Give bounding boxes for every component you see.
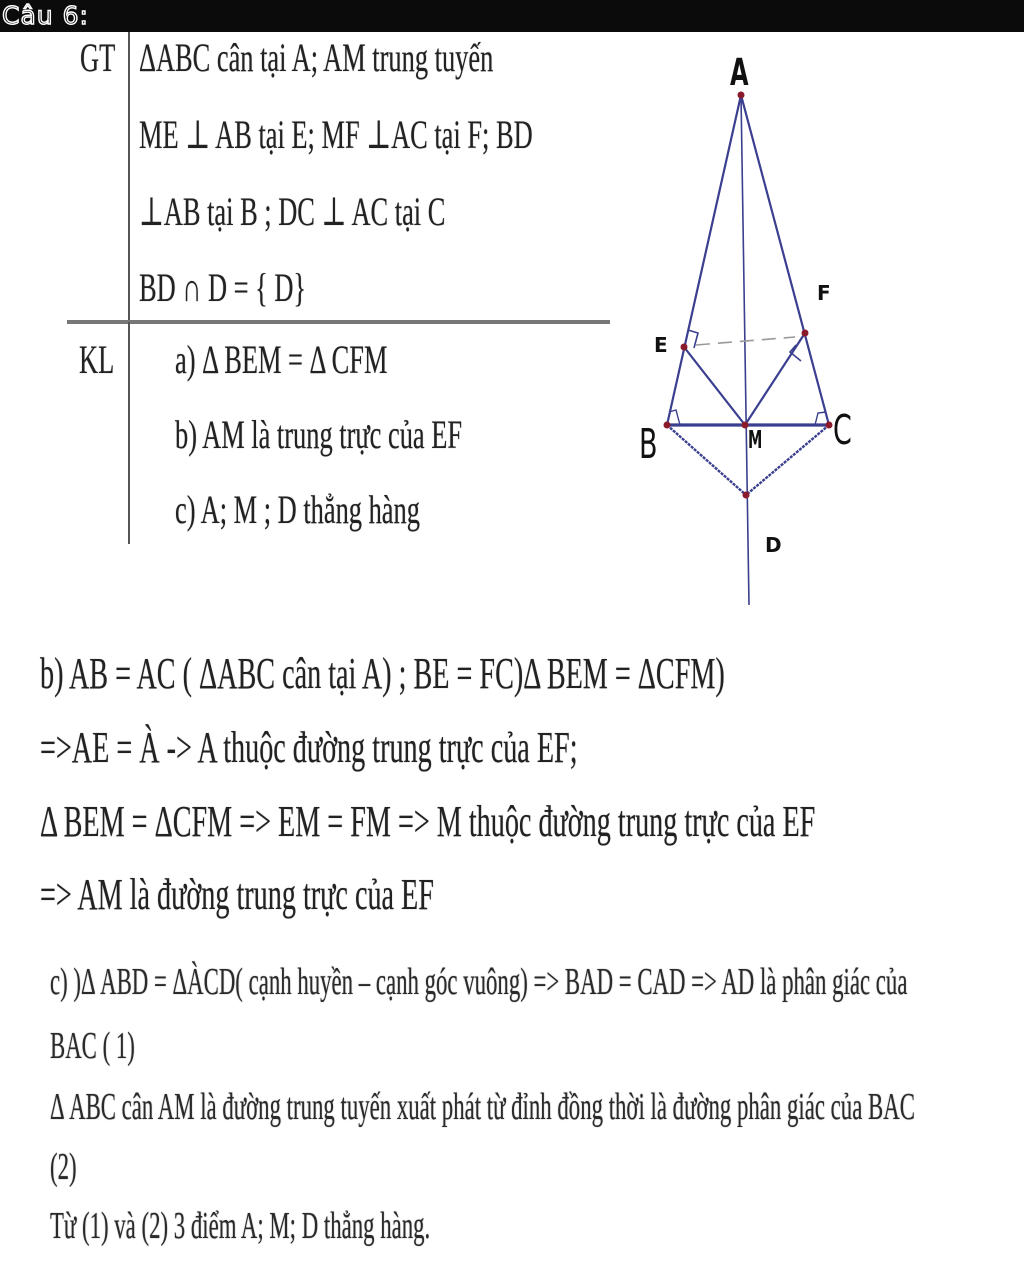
kl-line: c) A; M ; D thẳng hàng <box>175 487 420 532</box>
right-angle-mark-c <box>815 412 826 425</box>
point-d <box>743 492 750 499</box>
label-d: D <box>765 533 782 557</box>
segment-ab <box>667 95 741 425</box>
label-m: M <box>748 424 763 455</box>
solution-b-line: Δ BEM = ΔCFM => EM = FM => M thuộc đường trung trực của EF <box>40 797 816 846</box>
label-e: E <box>654 333 668 357</box>
solution-c-line: (2) <box>50 1146 77 1188</box>
gt-line: ME ⊥ AB tại E; MF ⊥AC tại F; BD <box>139 112 533 157</box>
solution-b-line: =>AE = À -> A thuộc đường trung trực của EF; <box>40 723 578 772</box>
point-e <box>681 344 688 351</box>
gt-line: BD ∩ D = { D} <box>139 265 307 310</box>
segment-ac <box>741 95 829 425</box>
segment-mf <box>745 333 805 425</box>
solution-c-line: Từ (1) và (2) 3 điểm A; M; D thẳng hàng. <box>50 1205 431 1247</box>
solution-b-line: => AM là đường trung trực của EF <box>40 870 434 919</box>
point-c <box>826 422 833 429</box>
right-angle-mark-b <box>669 410 680 425</box>
segment-me <box>684 347 745 425</box>
label-f: F <box>817 281 831 305</box>
gt-label: GT <box>80 35 116 80</box>
line-amd <box>741 95 749 605</box>
solution-c-line: Δ ABC cân AM là đường trung tuyến xuất phát từ đỉnh đồng thời là đường phân giác của BAC <box>50 1086 915 1128</box>
gt-line: ΔABC cân tại A; AM trung tuyến <box>139 35 494 80</box>
kl-line: a) Δ BEM = Δ CFM <box>175 337 388 382</box>
solution-b-line: b) AB = AC ( ΔABC cân tại A) ; BE = FC)Δ BEM = ΔCFM) <box>40 649 725 698</box>
kl-label: KL <box>79 337 115 382</box>
point-b <box>664 422 671 429</box>
kl-line: b) AM là trung trực của EF <box>175 412 463 457</box>
label-a: A <box>730 51 749 95</box>
gt-line: ⊥AB tại B ; DC ⊥ AC tại C <box>139 189 446 234</box>
label-b: B <box>639 421 658 469</box>
segment-bd <box>667 425 746 495</box>
solution-c-line: c) )Δ ABD = ΔÀCD( cạnh huyền – cạnh góc vuông) => BAD = CAD => AD là phân giác của <box>50 961 908 1003</box>
question-label: Câu 6: <box>2 1 89 30</box>
solution-c-line: BAC ( 1) <box>50 1025 135 1067</box>
point-f <box>802 330 809 337</box>
label-c: C <box>833 407 852 455</box>
